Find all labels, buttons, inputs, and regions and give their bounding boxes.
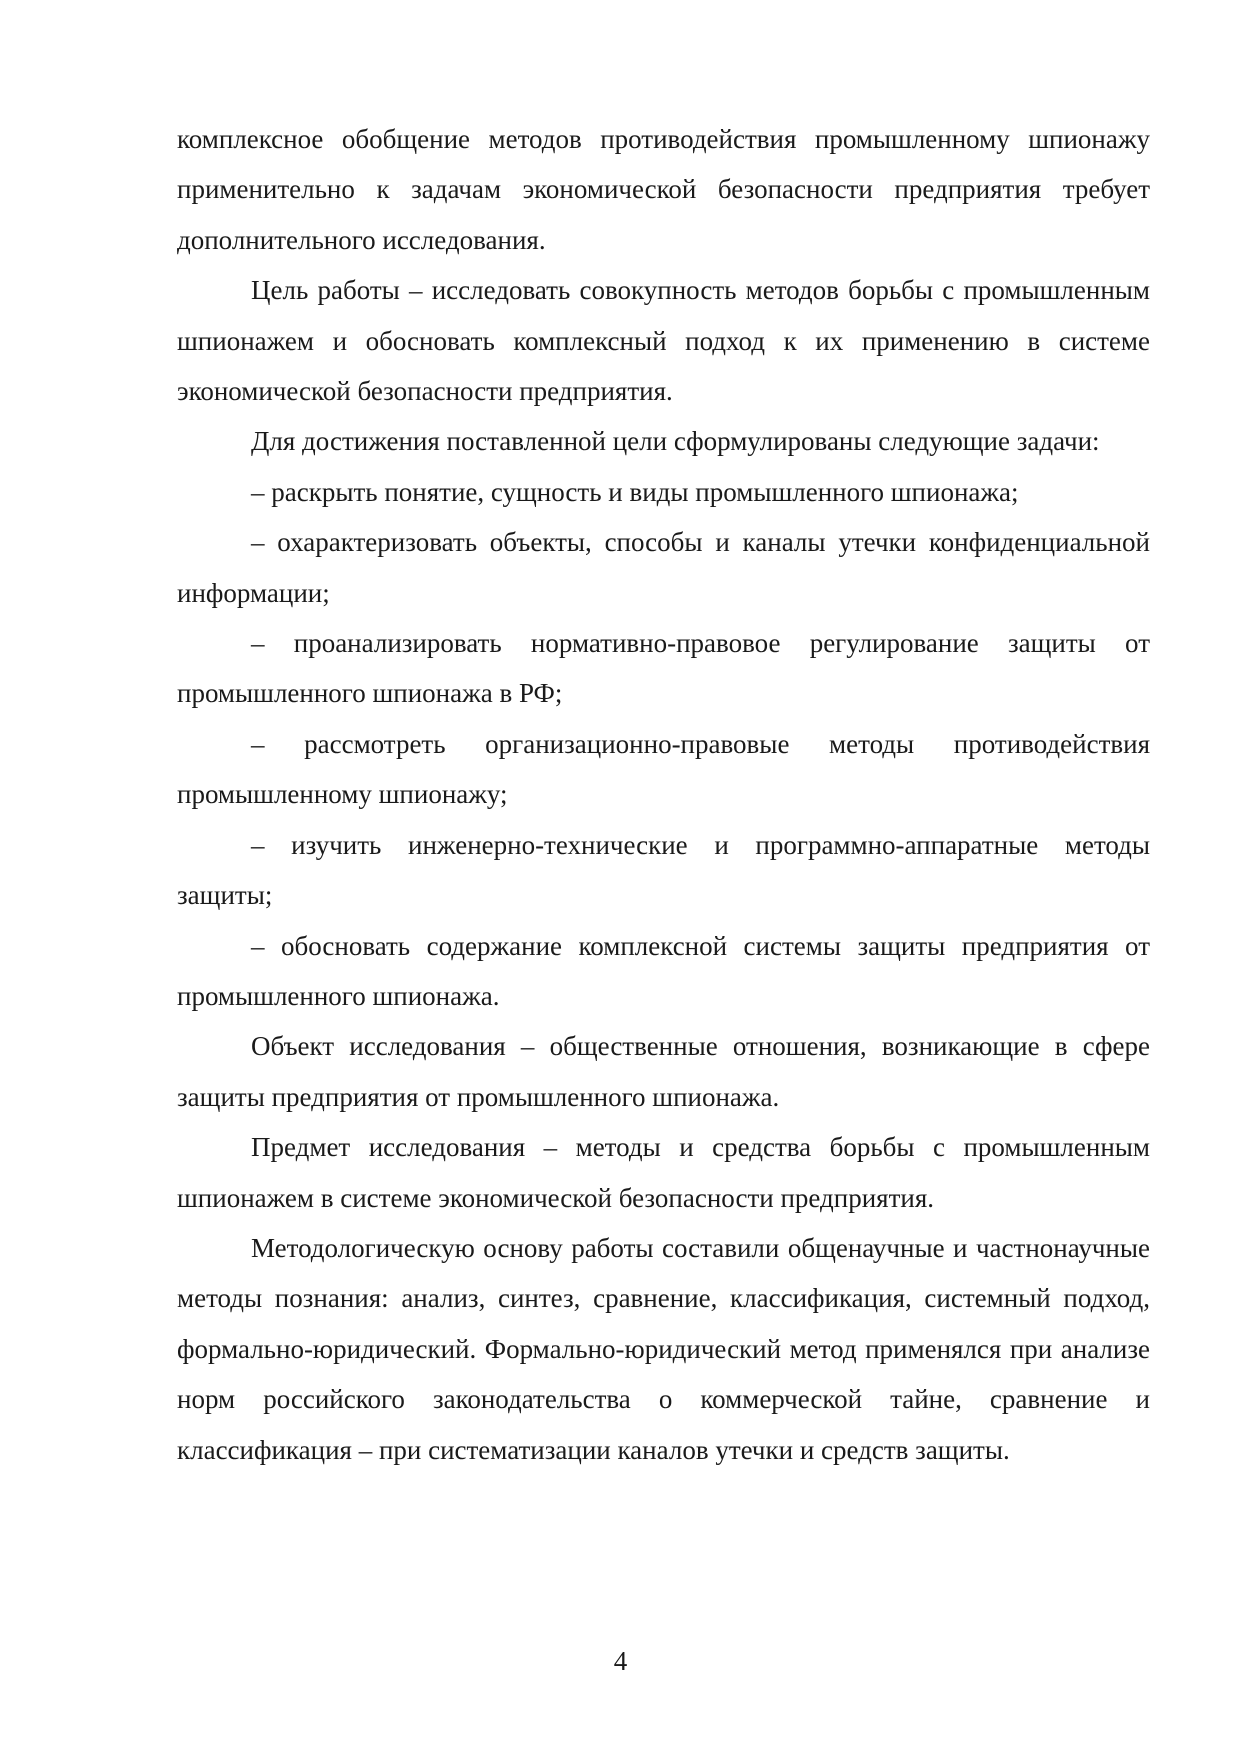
paragraph-methodology: Методологическую основу работы составили общенаучные и частнонаучные методы познания: анализ, синтез, сравнение, классификация, системный подход, формально-юридический. Формально-юридический метод применялся при анализе норм российского законодательства о коммерческой тайне, сравнение и классификация – при систематизации каналов утечки и средств защиты. — [177, 1232, 1150, 1465]
paragraph-continuation: комплексное обобщение методов противодействия промышленному шпионажу применительно к задачам экономической безопасности предприятия требует дополнительного исследования. — [177, 124, 1150, 255]
body-text — [177, 114, 1150, 1475]
task-list-item: – охарактеризовать объекты, способы и каналы утечки конфиденциальной информации; — [177, 527, 1150, 608]
task-list-item: – обосновать содержание комплексной системы защиты предприятия от промышленного шпионажа. — [177, 930, 1150, 1011]
paragraph-goal: Цель работы – исследовать совокупность методов борьбы с промышленным шпионажем и обосновать комплексный подход к их применению в системе экономической безопасности предприятия. — [177, 275, 1150, 407]
task-list-item: – проанализировать нормативно-правовое регулирование защиты от промышленного шпионажа в РФ; — [177, 628, 1150, 709]
task-list-item: – рассмотреть организационно-правовые методы противодействия промышленному шпионажу; — [177, 728, 1150, 810]
paragraph-tasks-intro: Для достижения поставленной цели сформулированы следующие задачи: — [251, 426, 1100, 457]
task-list-item: – раскрыть понятие, сущность и виды промышленного шпионажа; — [251, 476, 1019, 507]
paragraph-subject: Предмет исследования – методы и средства борьбы с промышленным шпионажем в системе экономической безопасности предприятия. — [177, 1132, 1150, 1213]
task-list-item: – изучить инженерно-технические и программно-аппаратные методы защиты; — [177, 829, 1150, 911]
paragraph-object: Объект исследования – общественные отношения, возникающие в сфере защиты предприятия от промышленного шпионажа. — [177, 1031, 1150, 1112]
page-number: 4 — [613, 1646, 628, 1676]
